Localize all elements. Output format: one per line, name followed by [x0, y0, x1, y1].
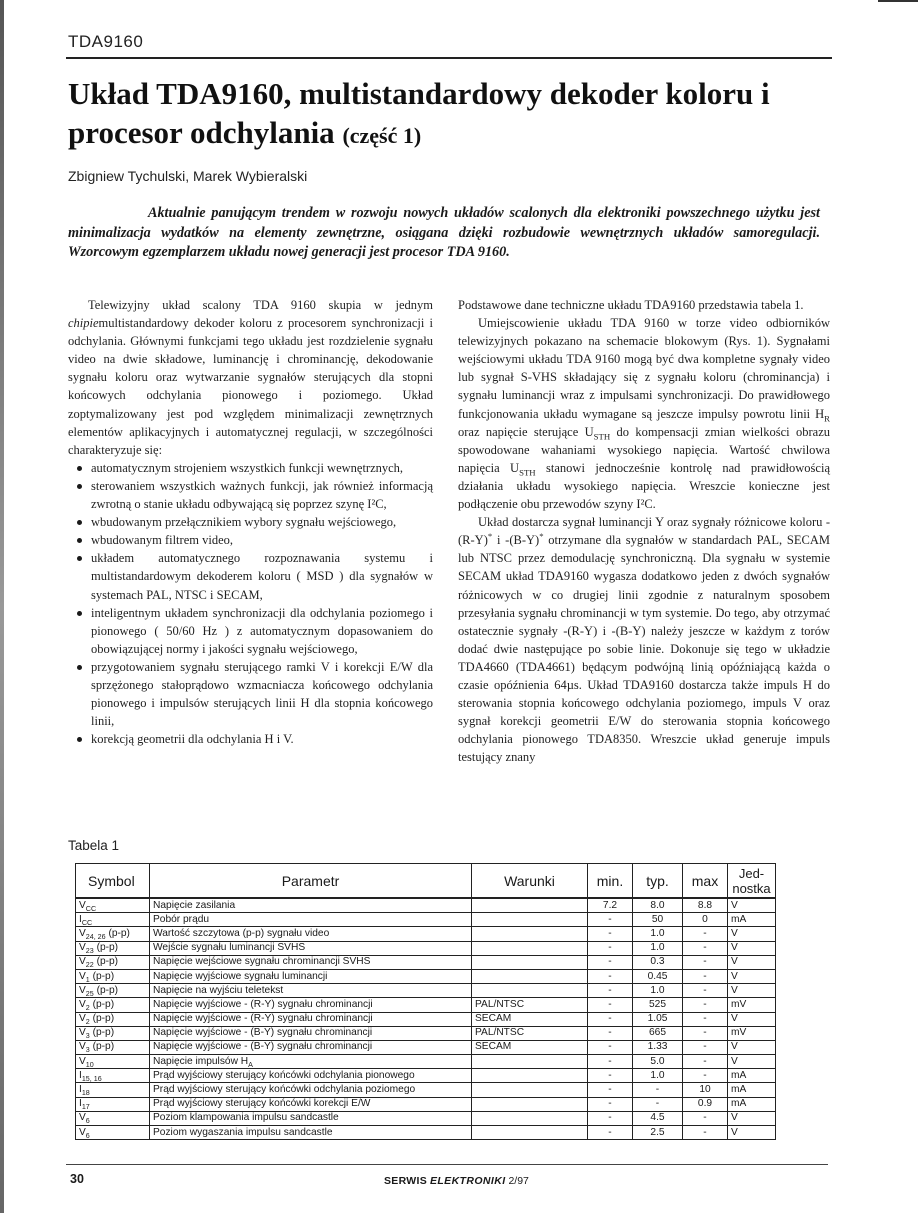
cell-unit: mA [728, 1097, 776, 1111]
feature-list [68, 459, 433, 749]
parameter-text: Napięcie zasilania [153, 899, 236, 911]
cell-max: 0 [683, 913, 728, 927]
cell-typ: - [633, 1097, 683, 1111]
cell-symbol [76, 955, 150, 969]
text-fragment: stanowi jednocześnie kontrolę nad prawidłowością działania układu wysokiego napięcia. Wreszcie konieczne jest podłączenie obu przewodów szyny I²C. [458, 460, 830, 512]
subscript: STH [519, 467, 536, 478]
symbol-part: I [79, 1084, 82, 1096]
abstract: Aktualnie panującym trendem w rozwoju nowych układów scalonych dla elektroniki powszechnego użytku jest minimalizacja wydatków na elementy zewnętrzne, osiągana dzięki rozbudowie wewnętrznych układów samoregulacji. Wzorcowym egzemplarzem układu nowej generacji jest procesor TDA 9160. [68, 205, 820, 260]
symbol-part: (p-p) [105, 927, 130, 939]
symbol-part: (p-p) [89, 1041, 115, 1053]
symbol-part: 2 [85, 1003, 90, 1012]
cell-parameter [150, 1012, 472, 1026]
column-header-parameter: Parametr [150, 864, 472, 899]
table-row [76, 969, 776, 983]
cell-conditions [472, 984, 588, 998]
cell-min: - [588, 1040, 633, 1054]
symbol-part: CC [81, 918, 93, 927]
cell-conditions [472, 1069, 588, 1083]
feature-text: sterowaniem wszystkich ważnych funkcji, jak również informacją zwrotną o stanie układu odbywającą się poprzez szynę I²C, [91, 478, 433, 512]
running-header: TDA9160 [68, 32, 144, 51]
cell-unit: V [728, 984, 776, 998]
cell-parameter [150, 1097, 472, 1111]
cell-max: - [683, 1126, 728, 1140]
symbol-part: V [79, 1027, 86, 1039]
table-row [76, 1083, 776, 1097]
feature-text: inteligentnym układem synchronizacji dla odchylania poziomego i pionowego ( 50/60 Hz ) z automatycznym dopasowaniem do obowiązującej normy i jakości sygnału wejściowego, [91, 605, 433, 656]
cell-conditions [472, 1083, 588, 1097]
corner-mark [878, 0, 918, 2]
feature-text: przygotowaniem sygnału sterującego ramki V i korekcji E/W dla sprzężonego stałoprądowo wzmacniacza końcowego odchylania pionowego i impulsów sterujących linii H dla stopnia końcowego linii, [91, 659, 433, 729]
cell-min: - [588, 1069, 633, 1083]
cell-typ: 50 [633, 913, 683, 927]
feature-item [68, 477, 433, 513]
symbol-part: (p-p) [89, 1013, 115, 1025]
table-caption: Tabela 1 [68, 838, 120, 853]
parameter-text: Poziom klampowania impulsu sandcastle [153, 1112, 339, 1124]
parameter-text: Wartość szczytowa (p-p) sygnału video [153, 927, 330, 939]
cell-max: 0.9 [683, 1097, 728, 1111]
cell-typ: 1.0 [633, 927, 683, 941]
cell-typ: - [633, 1083, 683, 1097]
cell-typ: 665 [633, 1026, 683, 1040]
symbol-part: 22 [85, 961, 94, 970]
subscript: R [824, 413, 830, 424]
cell-unit: mA [728, 913, 776, 927]
cell-conditions [472, 955, 588, 969]
cell-typ: 1.05 [633, 1012, 683, 1026]
cell-min: - [588, 1111, 633, 1125]
cell-max: - [683, 984, 728, 998]
cell-typ: 5.0 [633, 1055, 683, 1069]
cell-typ: 4.5 [633, 1111, 683, 1125]
cell-max: - [683, 927, 728, 941]
table-row [76, 1026, 776, 1040]
cell-unit: V [728, 955, 776, 969]
bullet-icon [77, 611, 82, 616]
column-header-symbol: Symbol [76, 864, 150, 899]
symbol-part: 17 [81, 1103, 90, 1112]
feature-item [68, 730, 433, 748]
authors: Zbigniew Tychulski, Marek Wybieralski [68, 168, 308, 184]
column-header-typ: typ. [633, 864, 683, 899]
cell-symbol [76, 969, 150, 983]
table-row [76, 955, 776, 969]
cell-parameter [150, 1040, 472, 1054]
cell-unit: V [728, 898, 776, 913]
symbol-part: V [79, 970, 86, 982]
cell-symbol [76, 998, 150, 1012]
cell-symbol [76, 927, 150, 941]
cell-conditions [472, 941, 588, 955]
cell-parameter [150, 955, 472, 969]
symbol-part: V [79, 927, 86, 939]
feature-text: wbudowanym przełącznikiem wybory sygnału wejściowego, [91, 515, 397, 530]
bullet-icon [77, 466, 82, 471]
parameter-text: Poziom wygaszania impulsu sandcastle [153, 1126, 333, 1138]
cell-unit: mA [728, 1069, 776, 1083]
symbol-part: 18 [81, 1089, 90, 1098]
cell-symbol [76, 941, 150, 955]
cell-unit: V [728, 941, 776, 955]
cell-unit: V [728, 1012, 776, 1026]
cell-conditions [472, 913, 588, 927]
cell-max: - [683, 1012, 728, 1026]
cell-conditions [472, 927, 588, 941]
column-header-unit: Jed- nostka [728, 864, 776, 899]
cell-typ: 2.5 [633, 1126, 683, 1140]
right-column [458, 296, 830, 766]
symbol-part: V [79, 984, 86, 996]
cell-symbol [76, 1012, 150, 1026]
table-row [76, 1097, 776, 1111]
symbol-part: 15, 16 [81, 1074, 102, 1083]
parameter-text: Napięcie wyjściowe - (B-Y) sygnału chrominancji [153, 1027, 373, 1039]
feature-text: automatycznym strojeniem wszystkich funkcji wewnętrznych, [91, 460, 404, 475]
cell-unit: V [728, 1055, 776, 1069]
cell-min: - [588, 1012, 633, 1026]
cell-symbol [76, 1055, 150, 1069]
table-body [76, 898, 776, 1140]
cell-typ: 1.0 [633, 1069, 683, 1083]
footer-rule [66, 1164, 828, 1165]
cell-unit: V [728, 927, 776, 941]
symbol-part: 25 [85, 989, 94, 998]
cell-max: - [683, 1111, 728, 1125]
cell-min: - [588, 1097, 633, 1111]
cell-conditions [472, 1097, 588, 1111]
magazine-name-a: SERWIS [384, 1175, 428, 1187]
symbol-part: 6 [85, 1131, 90, 1140]
parameter-subscript: A [248, 1060, 253, 1069]
table-row [76, 941, 776, 955]
cell-conditions: SECAM [472, 1012, 588, 1026]
cell-parameter [150, 913, 472, 927]
intro-text-2: multistandardowy dekoder koloru z procesorem synchronizacji i odchylania. Głównymi funkcjami tego układu jest rozdzielenie sygnału video na dwie składowe, luminancję i chrominancję, dekodowanie sygnału koloru oraz wytwarzanie sygnałów sterujących dla stopni końcowych odchylania pionowego i poziomego. Układ zoptymalizowany jest pod względem minimalizacji zewnętrznych elementów aplikacyjnych i automatycznej regulacji, w szczególności charakteryzuje się: [68, 316, 433, 457]
cell-conditions: PAL/NTSC [472, 998, 588, 1012]
symbol-part: (p-p) [93, 942, 119, 954]
parameter-text: Napięcie na wyjściu teletekst [153, 984, 284, 996]
cell-conditions [472, 1111, 588, 1125]
feature-item [68, 604, 433, 658]
cell-symbol [76, 1026, 150, 1040]
cell-symbol [76, 913, 150, 927]
cell-parameter [150, 998, 472, 1012]
bullet-icon [77, 538, 82, 543]
symbol-part: V [79, 942, 86, 954]
cell-parameter [150, 1111, 472, 1125]
symbol-part: CC [85, 904, 97, 913]
cell-max: - [683, 1069, 728, 1083]
cell-parameter [150, 1083, 472, 1097]
column-header-max: max [683, 864, 728, 899]
left-column [68, 296, 433, 748]
bullet-icon [77, 737, 82, 742]
feature-item [68, 531, 433, 549]
cell-min: - [588, 1026, 633, 1040]
page-number: 30 [70, 1172, 84, 1186]
intro-text-1: Telewizyjny układ scalony TDA 9160 skupia w jednym [88, 298, 433, 312]
text-fragment: Układ dostarcza sygnał luminancji Y oraz sygnały różnicowe koloru -(R-Y) [458, 515, 830, 548]
cell-min: - [588, 969, 633, 983]
symbol-part: 3 [85, 1046, 90, 1055]
parameter-text: Prąd wyjściowy sterujący końcówki odchylania pionowego [153, 1069, 415, 1081]
symbol-part: V [79, 1112, 86, 1124]
parameter-text: Pobór prądu [153, 913, 210, 925]
cell-max: - [683, 1026, 728, 1040]
cell-parameter [150, 941, 472, 955]
table-row [76, 1012, 776, 1026]
cell-min: - [588, 984, 633, 998]
parameter-text: Napięcie impulsów H [153, 1055, 249, 1067]
article-title-part: (część 1) [342, 123, 422, 148]
cell-min: - [588, 1126, 633, 1140]
footer-magazine [384, 1175, 529, 1187]
cell-min: - [588, 927, 633, 941]
text-fragment: Umiejscowienie układu TDA 9160 w torze video odbiorników telewizyjnych pokazano na schemacie blokowym (Rys. 1). Sygnałami wejściowymi układu TDA 9160 mogą być dwa kompletne sygnały video lub sygnał S-VHS składający się z sygnału koloru (chrominancja) i sygnału luminancji wraz z impulsami synchronizacji. Do prawidłowego funkcjonowania układu wymagane są jeszcze impulsy powrotu linii H [458, 316, 830, 421]
symbol-part: V [79, 1126, 86, 1138]
cell-parameter [150, 984, 472, 998]
cell-symbol [76, 898, 150, 913]
symbol-part: 6 [85, 1117, 90, 1126]
cell-conditions [472, 969, 588, 983]
bullet-icon [77, 556, 82, 561]
symbol-part: 24, 26 [85, 933, 106, 941]
cell-parameter [150, 1069, 472, 1083]
parameter-text: Napięcie wyjściowe - (R-Y) sygnału chrominancji [153, 998, 373, 1010]
paragraph-outputs [458, 513, 830, 766]
symbol-part: (p-p) [89, 1027, 115, 1039]
subscript: STH [593, 431, 611, 442]
feature-text: układem automatycznego rozpoznawania systemu i multistandardowym dekoderem koloru ( MSD ) dla sygnałów w systemach PAL, NTSC i SECAM, [91, 551, 433, 602]
cell-unit: mV [728, 998, 776, 1012]
cell-max: - [683, 955, 728, 969]
paragraph-placement [458, 314, 830, 513]
cell-symbol [76, 1083, 150, 1097]
article-title-main: Układ TDA9160, multistandardowy dekoder koloru i procesor odchylania [68, 76, 770, 150]
symbol-part: (p-p) [89, 970, 115, 982]
feature-item [68, 658, 433, 730]
cell-unit: mV [728, 1026, 776, 1040]
cell-conditions [472, 1126, 588, 1140]
table-row [76, 927, 776, 941]
cell-conditions: SECAM [472, 1040, 588, 1054]
cell-symbol [76, 1126, 150, 1140]
cell-min: - [588, 1083, 633, 1097]
table-row [76, 998, 776, 1012]
feature-item [68, 459, 433, 477]
symbol-part: (p-p) [93, 984, 119, 996]
table-row [76, 1069, 776, 1083]
symbol-part: 1 [85, 975, 90, 984]
text-fragment: do kompensacji zmian wielkości obrazu spowodowane wahaniami wysokiego napięcia. Wartość chwilowa napięcia U [458, 424, 830, 475]
parameter-text: Napięcie wyjściowe - (R-Y) sygnału chrominancji [153, 1013, 373, 1025]
issue-number: 2/97 [508, 1175, 529, 1187]
feature-text: korekcją geometrii dla odchylania H i V. [91, 732, 294, 747]
cell-typ: 1.0 [633, 984, 683, 998]
symbol-part: 2 [85, 1018, 90, 1027]
cell-min: - [588, 998, 633, 1012]
cell-parameter [150, 898, 472, 913]
text-fragment: otrzymane dla sygnałów w standardach PAL, SECAM lub NTSC przez demodulację synchroniczną. Dla sygnału w systemie SECAM układ TDA9160 wygasza dodatkowo jeden z dwóch sygnałów różnicowych w co drugiej linii zgodnie z naturalnym sposobem przesyłania sygnału chrominancji w tym systemie. Do tego, aby otrzymać ostatecznie sygnały -(R-Y) i -(B-Y) należy jeszcze w każdym z torów dodać dwie następujące po sobie linie. Dokonuje się tego w układzie TDA4660 (TDA4661) będącym podwójną linią opóźniającą każda o czasie opóźnienia 64µs. Układ TDA9160 dostarcza także impuls H do sterowania stopnia końcowego odchylania poziomego, impuls V oraz sygnał korekcji geometrii E/W do sterowania stopnia końcowego odchylania pionowego TDA8350. Wreszcie układ generuje impuls testujący znany [458, 533, 830, 765]
magazine-name-b: ELEKTRONIKI [429, 1175, 506, 1187]
superscript: * [539, 531, 544, 542]
cell-typ: 0.45 [633, 969, 683, 983]
cell-symbol [76, 1097, 150, 1111]
feature-item [68, 549, 433, 603]
symbol-part: V [79, 1055, 86, 1067]
cell-max: - [683, 998, 728, 1012]
symbol-part: I [79, 913, 82, 925]
cell-symbol [76, 1040, 150, 1054]
column-header-conditions: Warunki [472, 864, 588, 899]
cell-unit: V [728, 969, 776, 983]
bullet-icon [77, 520, 82, 525]
cell-unit: V [728, 1040, 776, 1054]
cell-min: - [588, 955, 633, 969]
text-fragment: i -(B-Y) [492, 533, 540, 548]
cell-parameter [150, 1055, 472, 1069]
cell-max: - [683, 1040, 728, 1054]
symbol-part: V [79, 998, 86, 1010]
symbol-part: 3 [85, 1032, 90, 1041]
cell-unit: V [728, 1126, 776, 1140]
table-header-row [76, 864, 776, 899]
parameters-table [75, 863, 776, 1140]
cell-typ: 525 [633, 998, 683, 1012]
symbol-part: I [79, 1069, 82, 1081]
intro-chip-word: chipie [68, 316, 99, 331]
symbol-part: (p-p) [93, 956, 119, 968]
symbol-part: I [79, 1098, 82, 1110]
table-row [76, 984, 776, 998]
parameter-text: Napięcie wyjściowe - (B-Y) sygnału chrominancji [153, 1041, 373, 1053]
cell-max: - [683, 969, 728, 983]
symbol-part: V [79, 899, 86, 911]
cell-max: - [683, 1055, 728, 1069]
cell-conditions [472, 1055, 588, 1069]
cell-symbol [76, 984, 150, 998]
cell-parameter [150, 1026, 472, 1040]
parameter-text: Napięcie wejściowe sygnału chrominancji SVHS [153, 956, 371, 968]
feature-text: wbudowanym filtrem video, [91, 533, 233, 548]
table-row [76, 1055, 776, 1069]
bullet-icon [77, 665, 82, 670]
cell-min: - [588, 913, 633, 927]
cell-typ: 0.3 [633, 955, 683, 969]
parameter-text: Napięcie wyjściowe sygnału luminancji [153, 970, 328, 982]
text-fragment: oraz napięcie sterujące U [458, 424, 594, 439]
cell-conditions [472, 898, 588, 913]
symbol-part: 10 [85, 1060, 94, 1069]
cell-max: - [683, 941, 728, 955]
article-title [68, 74, 838, 155]
cell-typ: 8.0 [633, 898, 683, 913]
cell-parameter [150, 969, 472, 983]
header-rule [66, 57, 832, 59]
symbol-part: 23 [85, 947, 94, 956]
table-row [76, 1040, 776, 1054]
feature-item [68, 513, 433, 531]
column-header-min: min. [588, 864, 633, 899]
table-row [76, 898, 776, 913]
paragraph-table-intro: Podstawowe dane techniczne układu TDA9160 przedstawia tabela 1. [458, 298, 804, 312]
bullet-icon [77, 484, 82, 489]
cell-symbol [76, 1111, 150, 1125]
symbol-part: V [79, 1013, 86, 1025]
cell-parameter [150, 1126, 472, 1140]
cell-max: 8.8 [683, 898, 728, 913]
symbol-part: (p-p) [89, 998, 115, 1010]
cell-unit: V [728, 1111, 776, 1125]
symbol-part: V [79, 956, 86, 968]
cell-min: - [588, 1055, 633, 1069]
table-row [76, 1126, 776, 1140]
symbol-part: V [79, 1041, 86, 1053]
intro-paragraph [68, 296, 433, 459]
table-row [76, 1111, 776, 1125]
cell-parameter [150, 927, 472, 941]
cell-unit: mA [728, 1083, 776, 1097]
cell-min: 7.2 [588, 898, 633, 913]
scan-edge [0, 0, 4, 1213]
parameter-text: Wejście sygnału luminancji SVHS [153, 942, 306, 954]
cell-typ: 1.33 [633, 1040, 683, 1054]
table-row [76, 913, 776, 927]
cell-typ: 1.0 [633, 941, 683, 955]
superscript: * [487, 531, 493, 542]
cell-conditions: PAL/NTSC [472, 1026, 588, 1040]
cell-min: - [588, 941, 633, 955]
parameter-text: Prąd wyjściowy sterujący końcówki korekcji E/W [153, 1098, 371, 1110]
cell-symbol [76, 1069, 150, 1083]
parameter-text: Prąd wyjściowy sterujący końcówki odchylania poziomego [153, 1084, 416, 1096]
cell-max: 10 [683, 1083, 728, 1097]
